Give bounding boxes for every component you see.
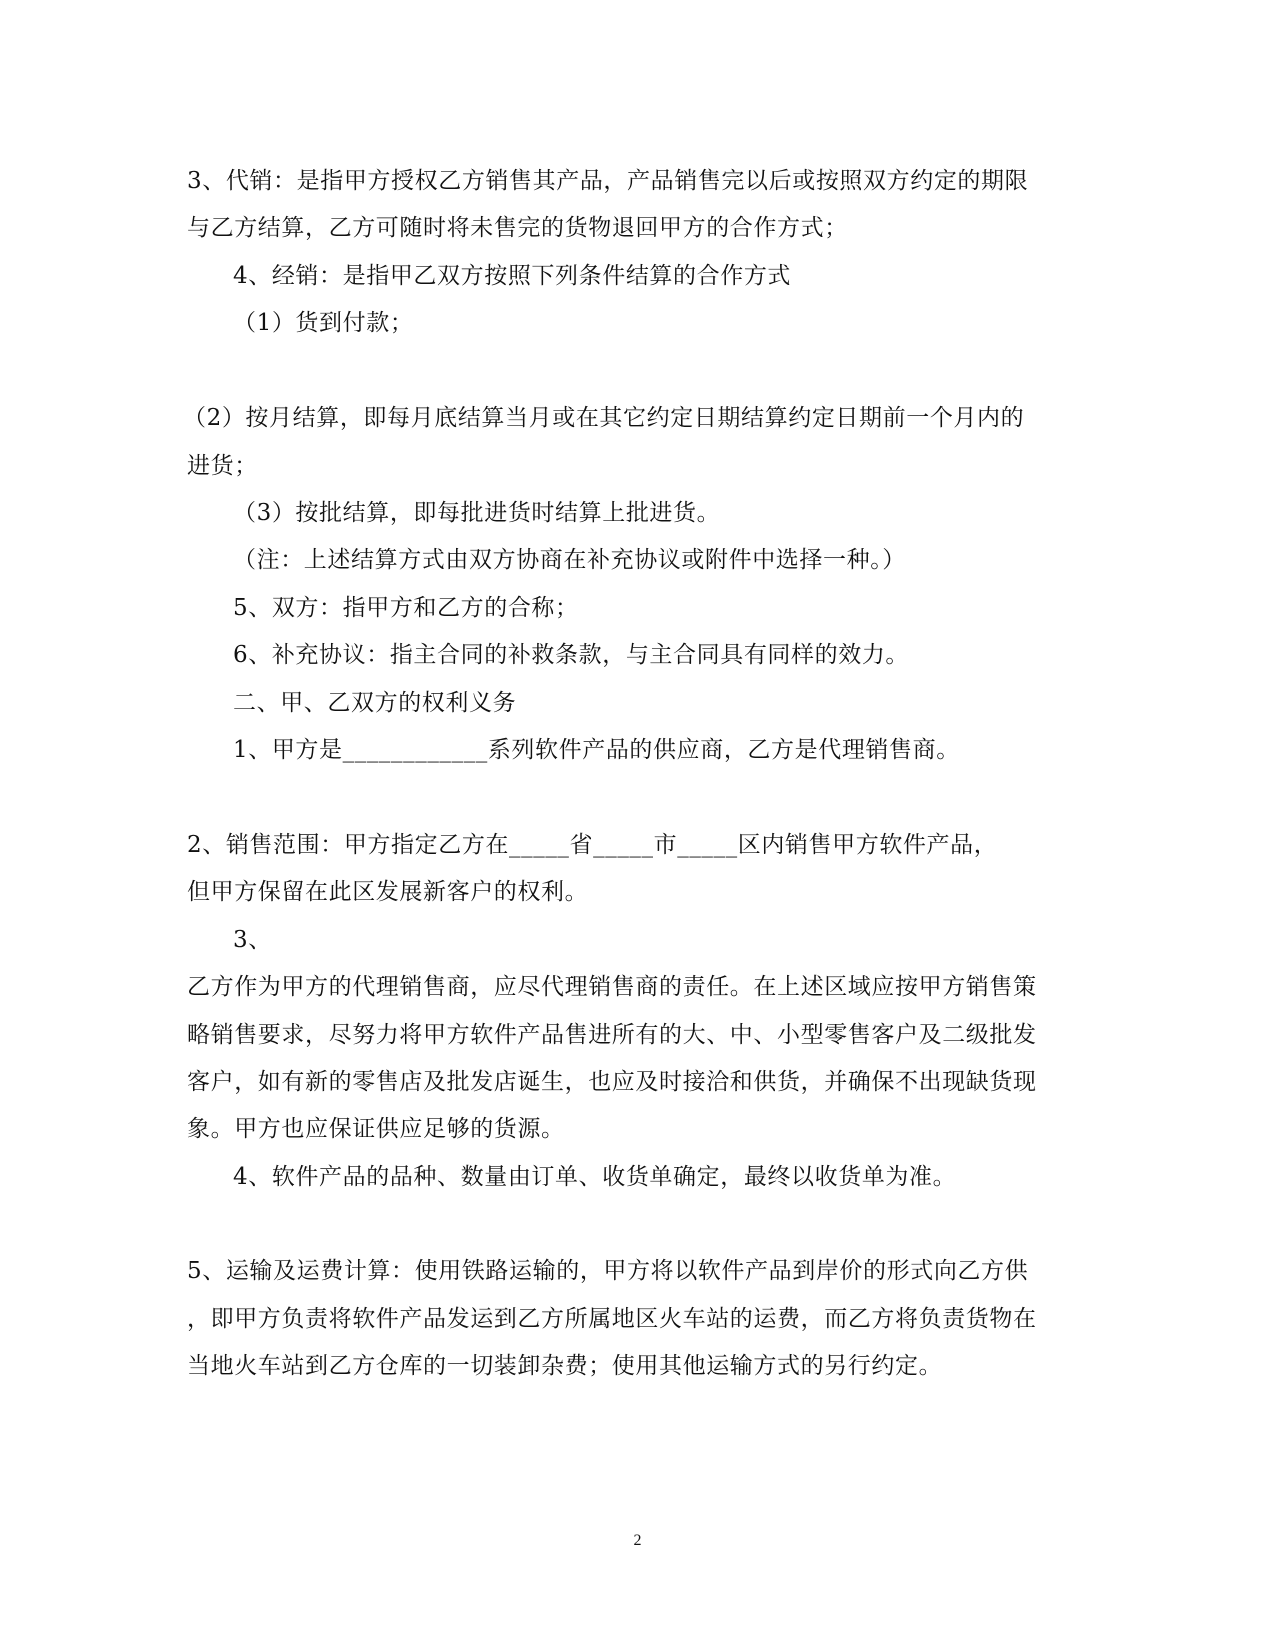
section-2-clause-5-line-3: 当地火车站到乙方仓库的一切装卸杂费；使用其他运输方式的另行约定。 — [187, 1353, 943, 1379]
clause-4-item-3: （3）按批结算，即每批进货时结算上批进货。 — [233, 500, 721, 526]
section-2-clause-2-line-2: 但甲方保留在此区发展新客户的权利。 — [187, 879, 589, 905]
section-2-clause-3-line-2: 略销售要求，尽努力将甲方软件产品售进所有的大、中、小型零售客户及二级批发 — [187, 1022, 1037, 1048]
clause-5-parties: 5、双方：指甲方和乙方的合称； — [233, 595, 579, 621]
section-2-clause-1: 1、甲方是____________系列软件产品的供应商，乙方是代理销售商。 — [233, 737, 960, 763]
section-2-heading: 二、甲、乙双方的权利义务 — [233, 690, 517, 716]
section-2-clause-2-line-1: 2、销售范围：甲方指定乙方在_____省_____市_____区内销售甲方软件产品， — [187, 832, 998, 858]
clause-4-note: （注：上述结算方式由双方协商在补充协议或附件中选择一种。） — [233, 547, 906, 573]
clause-4-item-2-line-2: 进货； — [187, 453, 258, 479]
clause-4-distribution: 4、经销：是指甲乙双方按照下列条件结算的合作方式 — [233, 263, 792, 289]
section-2-clause-5-line-2: ，即甲方负责将软件产品发运到乙方所属地区火车站的运费，而乙方将负责货物在 — [187, 1306, 1037, 1332]
section-2-clause-3-number: 3、 — [233, 927, 272, 953]
clause-4-item-2-line-1: （2）按月结算，即每月底结算当月或在其它约定日期结算约定日期前一个月内的 — [183, 405, 1025, 431]
page-number: 2 — [633, 1532, 642, 1549]
clause-6-supplementary: 6、补充协议：指主合同的补救条款，与主合同具有同样的效力。 — [233, 642, 910, 668]
clause-4-item-1: （1）货到付款； — [233, 310, 414, 336]
section-2-clause-3-line-1: 乙方作为甲方的代理销售商，应尽代理销售商的责任。在上述区域应按甲方销售策 — [187, 974, 1037, 1000]
section-2-clause-3-line-4: 象。甲方也应保证供应足够的货源。 — [187, 1116, 565, 1142]
clause-3-consignment-line-1: 3、代销：是指甲方授权乙方销售其产品，产品销售完以后或按照双方约定的期限 — [187, 168, 1029, 194]
clause-3-consignment-line-2: 与乙方结算，乙方可随时将未售完的货物退回甲方的合作方式； — [187, 215, 848, 241]
section-2-clause-3-line-3: 客户，如有新的零售店及批发店诞生，也应及时接洽和供货，并确保不出现缺货现 — [187, 1069, 1037, 1095]
section-2-clause-4: 4、软件产品的品种、数量由订单、收货单确定，最终以收货单为准。 — [233, 1164, 957, 1190]
section-2-clause-5-line-1: 5、运输及运费计算：使用铁路运输的，甲方将以软件产品到岸价的形式向乙方供 — [187, 1258, 1029, 1284]
